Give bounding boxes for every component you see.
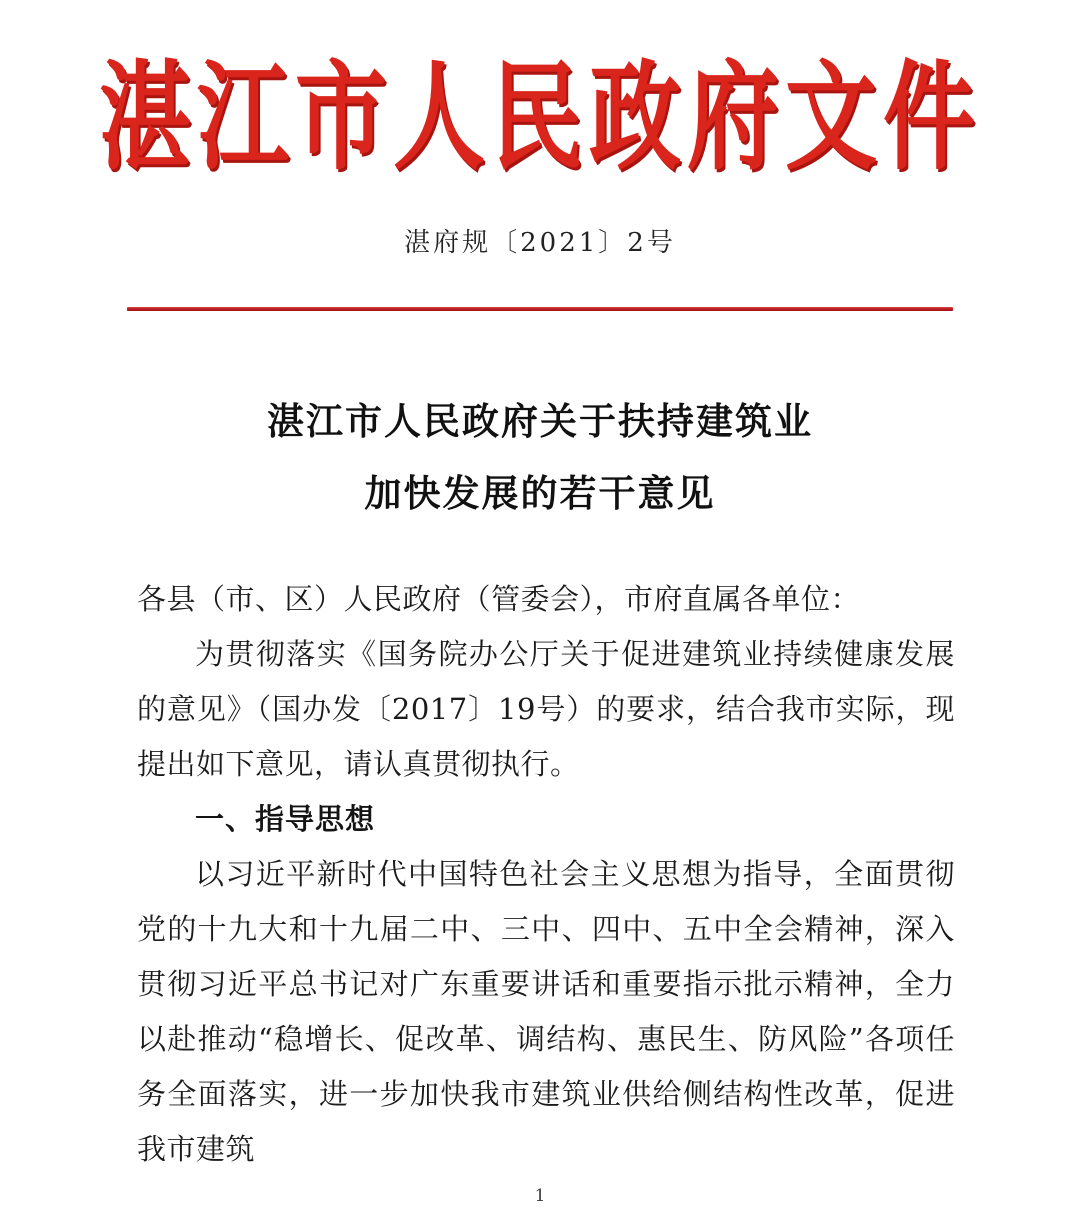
document-number: 湛府规〔2021〕2号: [404, 228, 676, 258]
red-separator-rule: [127, 307, 953, 311]
section-1-paragraph: 以习近平新时代中国特色社会主义思想为指导，全面贯彻党的十九大和十九届二中、三中、四中、五中全会精神，深入贯彻习近平总书记对广东重要讲话和重要指示批示精神，全力以赴推动“稳增长、促改革、调结构、惠民生、防风险”各项任务全面落实，进一步加快我市建筑业供给侧结构性改革，促进我市建筑: [137, 857, 955, 1166]
masthead-title: 湛江市人民政府文件: [98, 48, 981, 187]
page-title: [0, 385, 1080, 529]
page-title-line-1: 湛江市人民政府关于扶持建筑业: [267, 399, 813, 443]
page-title-line-2: 加快发展的若干意见: [364, 471, 716, 515]
section-heading-1: 一、指导思想: [195, 802, 376, 836]
document-body: [137, 572, 955, 1177]
addressee-line: 各县（市、区）人民政府（管委会），市府直属各单位：: [137, 582, 861, 616]
intro-paragraph: 为贯彻落实《国务院办公厅关于促进建筑业持续健康发展的意见》（国办发〔2017〕19号）的要求，结合我市实际，现提出如下意见，请认真贯彻执行。: [137, 637, 955, 781]
page-number: 1: [534, 1186, 546, 1206]
